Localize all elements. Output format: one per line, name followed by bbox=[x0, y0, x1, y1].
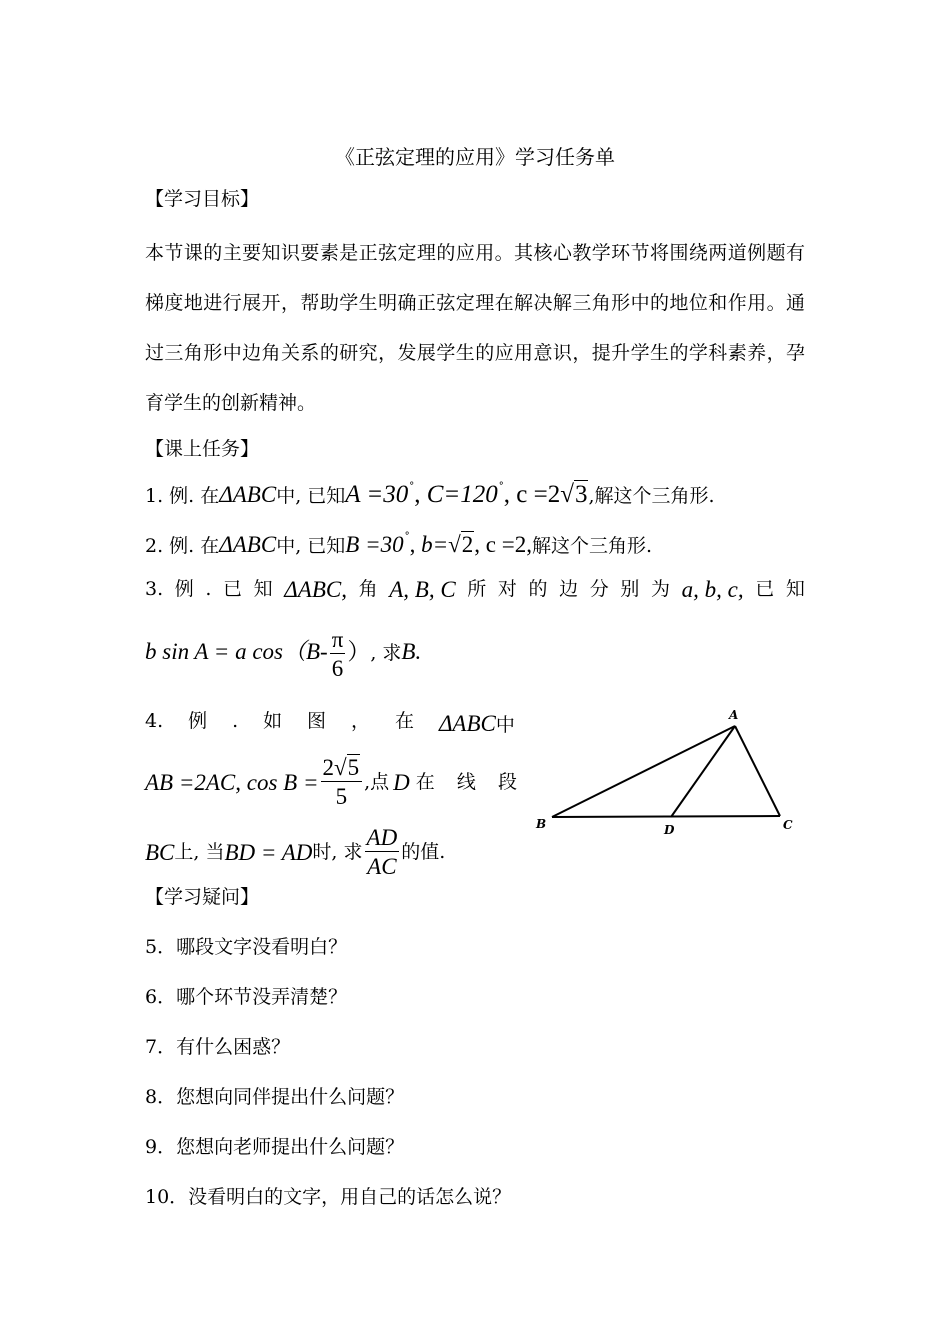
questions-heading: 【学习疑问】 bbox=[145, 886, 260, 908]
segment-ac bbox=[735, 726, 780, 816]
degree-mark: ° bbox=[404, 531, 410, 542]
degree-mark: ° bbox=[498, 481, 504, 492]
question-item: 8．您想向同伴提出什么问题？ bbox=[145, 1086, 405, 1108]
equation: b sin A = a cos（B- bbox=[145, 639, 328, 664]
question-item: 5．哪段文字没看明白？ bbox=[145, 936, 348, 958]
task-2: 2. 例. 在ΔABC中, 已知B =30°, b=√2, c =2,解这个三角形. bbox=[145, 531, 653, 557]
fraction-ad-over-ac: $\frac{AD}{AC}$ bbox=[366, 825, 398, 879]
question-item: 7．有什么困惑？ bbox=[145, 1036, 291, 1058]
question-item: 6．哪个环节没弄清楚？ bbox=[145, 986, 348, 1008]
document-title: 《正弦定理的应用》学习任务单 bbox=[335, 145, 615, 169]
segment-bc bbox=[552, 816, 780, 817]
task-4-line-2: AB =2AC, cos B = $\frac{2√5}{5}$ ,点 D 在 线 段 bbox=[145, 755, 517, 809]
task-3-line-2: b sin A = a cos（B- $\frac{\pi}{6}$ ）, 求B. bbox=[145, 627, 422, 681]
segment-ad bbox=[671, 726, 735, 817]
vertex-label-c: C bbox=[783, 818, 793, 832]
vertex-label-a: A bbox=[729, 708, 739, 722]
task-4-line-1: 4. 例 . 如 图 ， 在 ΔABC中 bbox=[145, 710, 515, 736]
triangle-symbol: ΔABC bbox=[219, 482, 277, 507]
fraction-pi-over-6: $\frac{\pi}{6}$ bbox=[331, 627, 344, 681]
question-item: 10．没看明白的文字，用自己的话怎么说？ bbox=[145, 1186, 512, 1208]
degree-mark: ° bbox=[409, 481, 415, 492]
goals-paragraph: 本节课的主要知识要素是正弦定理的应用。其核心教学环节将围绕两道例题有梯度地进行展开，帮助学生明确正弦定理在解决解三角形中的地位和作用。通过三角形中边角关系的研究，发展学生的应用意识，提升学生的学科素养，孕育学生的创新精神。 bbox=[145, 242, 805, 414]
task-3-line-1: 3. 例 . 已 知 ΔABC, 角 A, B, C 所 对 的 边 分 别 为 a, b, c, 已 知 bbox=[145, 577, 805, 602]
task-1: 1. 例. 在ΔABC中, 已知A =30°, C=120°, c =2√3,解这个三角形. bbox=[145, 481, 715, 508]
sqrt-expression: √3 bbox=[560, 481, 588, 508]
segment-ab bbox=[552, 726, 735, 817]
fraction-2-root5-over-5: $\frac{2√5}{5}$ bbox=[321, 756, 363, 808]
vertex-label-d: D bbox=[664, 823, 675, 837]
triangle-symbol: ΔABC bbox=[219, 532, 277, 557]
sqrt-expression: √2 bbox=[448, 532, 474, 557]
tasks-heading: 【课上任务】 bbox=[145, 438, 260, 460]
question-item: 9．您想向老师提出什么问题？ bbox=[145, 1136, 405, 1158]
vertex-label-b: B bbox=[536, 817, 547, 831]
triangle-figure bbox=[528, 700, 808, 845]
task-4-line-3: BC 上, 当 BD = AD 时, 求 $\frac{AD}{AC}$ 的值. bbox=[145, 825, 446, 879]
goals-heading: 【学习目标】 bbox=[145, 188, 260, 210]
